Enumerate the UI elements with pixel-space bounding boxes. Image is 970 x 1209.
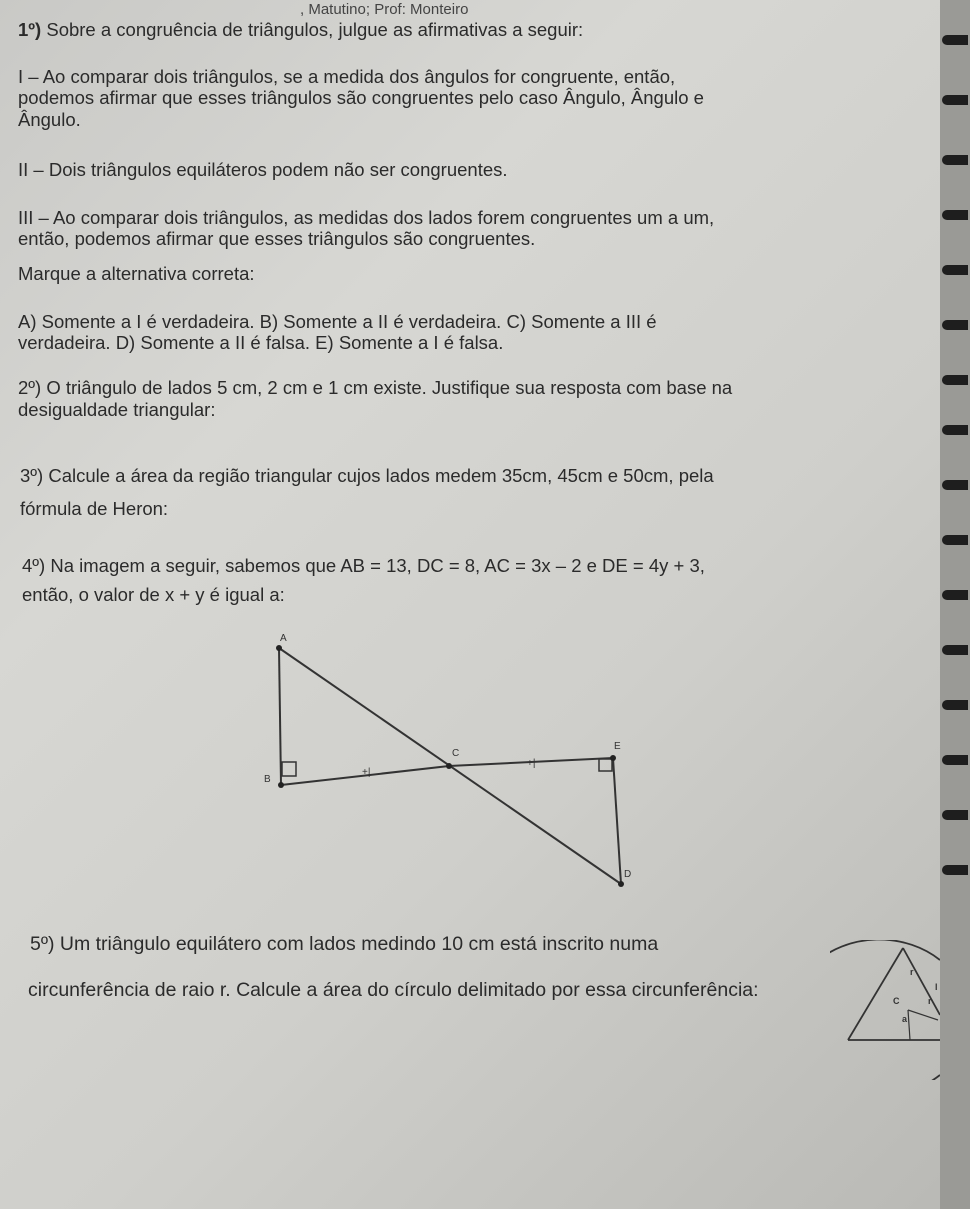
q4-figure (250, 630, 650, 890)
point-d (618, 881, 624, 887)
apothem-line (908, 1010, 910, 1040)
tick-mark-ce: +| (527, 758, 536, 769)
q1-number: 1º) (18, 19, 42, 40)
q5-figure (830, 940, 940, 1080)
label-r-top: r (910, 967, 914, 977)
q1-item3-line1: III – Ao comparar dois triângulos, as medidas dos lados forem congruentes um a um, (18, 207, 715, 228)
label-d: D (624, 869, 632, 880)
radius-line (908, 1010, 938, 1020)
segment-ed (613, 758, 621, 884)
page-header: , Matutino; Prof: Monteiro (300, 1, 469, 18)
q3-line2: fórmula de Heron: (20, 498, 169, 519)
circumscribed-circle (830, 940, 940, 1080)
label-r-right: r (928, 996, 932, 1006)
label-b: B (264, 774, 271, 785)
point-a (276, 645, 282, 651)
q5-line1: 5º) Um triângulo equilátero com lados medindo 10 cm está inscrito numa (30, 933, 659, 955)
q4-line1: 4º) Na imagem a seguir, sabemos que AB = 13, DC = 8, AC = 3x – 2 e DE = 4y + 3, (22, 555, 705, 576)
q2-line1: 2º) O triângulo de lados 5 cm, 2 cm e 1 cm existe. Justifique sua resposta com base na (18, 377, 733, 398)
point-e (610, 755, 616, 761)
label-e: E (614, 741, 621, 752)
spiral-binding (940, 0, 970, 1209)
q4-line2: então, o valor de x + y é igual a: (22, 584, 285, 605)
label-a: A (280, 633, 287, 644)
right-angle-b (282, 762, 296, 776)
point-c (446, 763, 452, 769)
q1-instruction: Marque a alternativa correta: (18, 263, 255, 284)
label-center-c: C (893, 996, 900, 1006)
right-angle-e (599, 759, 612, 771)
q5-line2: circunferência de raio r. Calcule a área do círculo delimitado por essa circunferência: (28, 979, 759, 1001)
q1-item3-line2: então, podemos afirmar que esses triângulos são congruentes. (18, 228, 536, 249)
q1-prompt: Sobre a congruência de triângulos, julgue as afirmativas a seguir: (46, 19, 584, 40)
q3-line1: 3º) Calcule a área da região triangular cujos lados medem 35cm, 45cm e 50cm, pela (20, 465, 714, 486)
q1-options-line2: verdadeira. D) Somente a II é falsa. E) Somente a I é falsa. (18, 332, 504, 353)
q2-line2: desigualdade triangular: (18, 399, 216, 420)
label-c: C (452, 748, 460, 759)
q1-options-line1: A) Somente a I é verdadeira. B) Somente a II é verdadeira. C) Somente a III é (18, 311, 657, 332)
q1-item2: II – Dois triângulos equiláteros podem não ser congruentes. (18, 159, 508, 180)
q1-item1-line1: I – Ao comparar dois triângulos, se a medida dos ângulos for congruente, então, (18, 66, 676, 87)
triangle-side-left (848, 948, 903, 1040)
label-a: a (902, 1014, 908, 1024)
q1-item1-line3: Ângulo. (18, 109, 81, 130)
segment-ab (279, 648, 281, 785)
q1-heading (18, 20, 583, 40)
q1-item1-line2: podemos afirmar que esses triângulos são congruentes pelo caso Ângulo, Ângulo e (18, 87, 704, 108)
point-b (278, 782, 284, 788)
label-l: l (935, 982, 938, 992)
tick-mark-bc: +| (362, 767, 371, 778)
